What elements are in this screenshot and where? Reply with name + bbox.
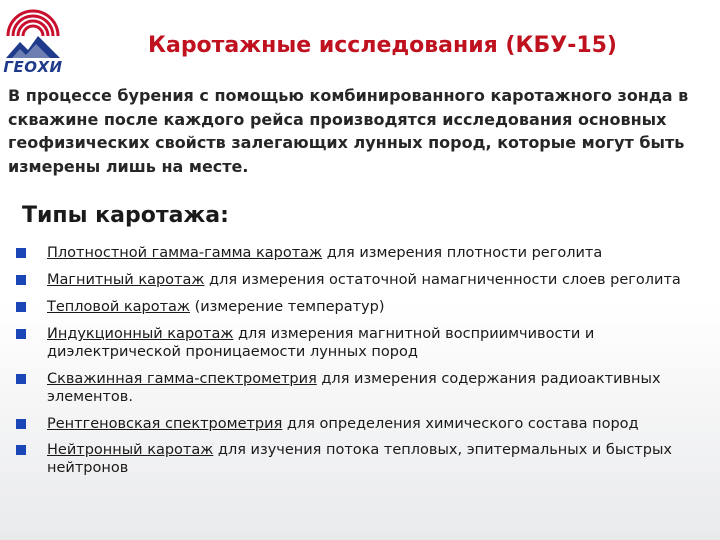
list-item [16, 298, 716, 316]
logo-text: ГЕОХИ [3, 58, 63, 76]
square-bullet-icon [16, 329, 26, 339]
item-term: Скважинная гамма-спектрометрия [47, 371, 317, 387]
item-text: для измерения остаточной намагниченности слоев реголита [204, 272, 681, 288]
item-term: Плотностной гамма-гамма каротаж [47, 245, 323, 261]
item-term: Нейтронный каротаж [47, 442, 214, 458]
list-item [16, 325, 716, 361]
square-bullet-icon [16, 248, 26, 258]
square-bullet-icon [16, 445, 26, 455]
item-text: для измерения содержания радиоактивных элементов. [47, 371, 661, 405]
item-term: Тепловой каротаж [47, 299, 190, 315]
list-item [16, 415, 716, 433]
logo-emblem-icon [2, 2, 64, 60]
square-bullet-icon [16, 419, 26, 429]
item-term: Индукционный каротаж [47, 326, 234, 342]
item-text: для изучения потока тепловых, эпитермальных и быстрых нейтронов [47, 442, 672, 476]
item-text: для измерения плотности реголита [322, 245, 603, 261]
page-title: Каротажные исследования (КБУ-15) [147, 33, 617, 58]
geokhi-logo [2, 2, 64, 76]
intro-paragraph: В процессе бурения с помощью комбинированного каротажного зонда в скважине после каждого рейса производятся исследования основных геофизических свойств залегающих лунных пород, которые могут быть измерены лишь на месте. [8, 86, 689, 176]
list-item [16, 441, 716, 477]
item-text: для измерения магнитной восприимчивости и диэлектрической проницаемости лунных пород [47, 326, 595, 360]
list-item [16, 244, 716, 262]
square-bullet-icon [16, 275, 26, 285]
item-term: Рентгеновская спектрометрия [47, 416, 283, 432]
list-item [16, 370, 716, 406]
item-text: для определения химического состава пород [282, 416, 639, 432]
square-bullet-icon [16, 302, 26, 312]
item-term: Магнитный каротаж [47, 272, 205, 288]
logging-types-list [16, 244, 716, 486]
item-text: (измерение температур) [189, 299, 385, 315]
square-bullet-icon [16, 374, 26, 384]
list-item [16, 271, 716, 289]
section-heading: Типы каротажа: [22, 203, 229, 228]
